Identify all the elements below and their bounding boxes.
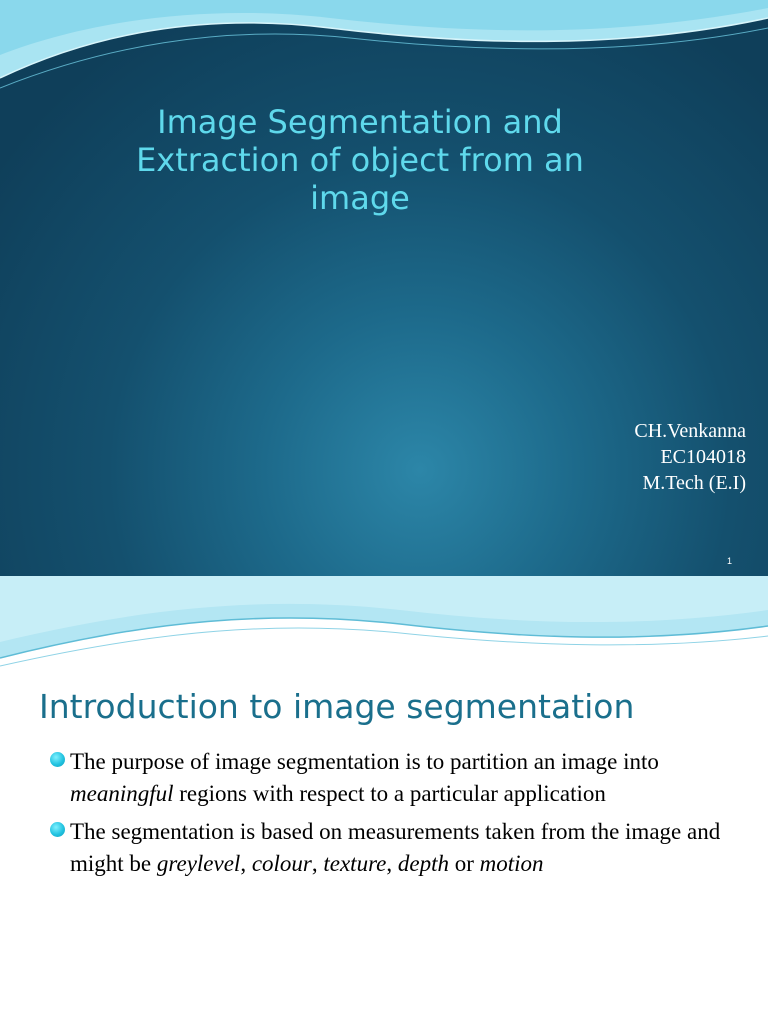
roll-number: EC104018 [660,446,746,468]
list-item [46,746,736,810]
title-line: image [310,179,410,217]
bullet-list [46,746,736,886]
bullet-text: , [386,851,398,876]
degree: M.Tech (E.I) [642,472,746,494]
wave-decoration [0,576,768,671]
bullet-text: The purpose of image segmentation is to partition an image into [70,749,659,774]
content-slide [0,576,768,1024]
page-number: 1 [726,556,732,566]
bullet-text: , [311,851,324,876]
title-line: Image Segmentation and [157,103,563,141]
wave-decoration [0,0,768,110]
emphasis-text: depth [397,851,449,876]
emphasis-text: texture [323,851,387,876]
list-item [46,816,736,880]
bullet-text: regions with respect to a particular application [173,781,606,806]
bullet-text: , [240,851,252,876]
emphasis-text: colour [251,851,312,876]
emphasis-text: meaningful [70,781,174,806]
author-name: CH.Venkanna [634,420,746,442]
bullet-text: The segmentation is based on measurements taken from the image and might be [70,819,721,876]
bullet-text: or [449,851,480,876]
slide-title [60,103,660,217]
slide-heading: Introduction to image segmentation [39,687,635,726]
title-line: Extraction of object from an [136,141,584,179]
bullet-icon [50,752,65,767]
emphasis-text: greylevel [156,851,241,876]
bullet-icon [50,822,65,837]
emphasis-text: motion [479,851,544,876]
author-block [634,418,746,496]
